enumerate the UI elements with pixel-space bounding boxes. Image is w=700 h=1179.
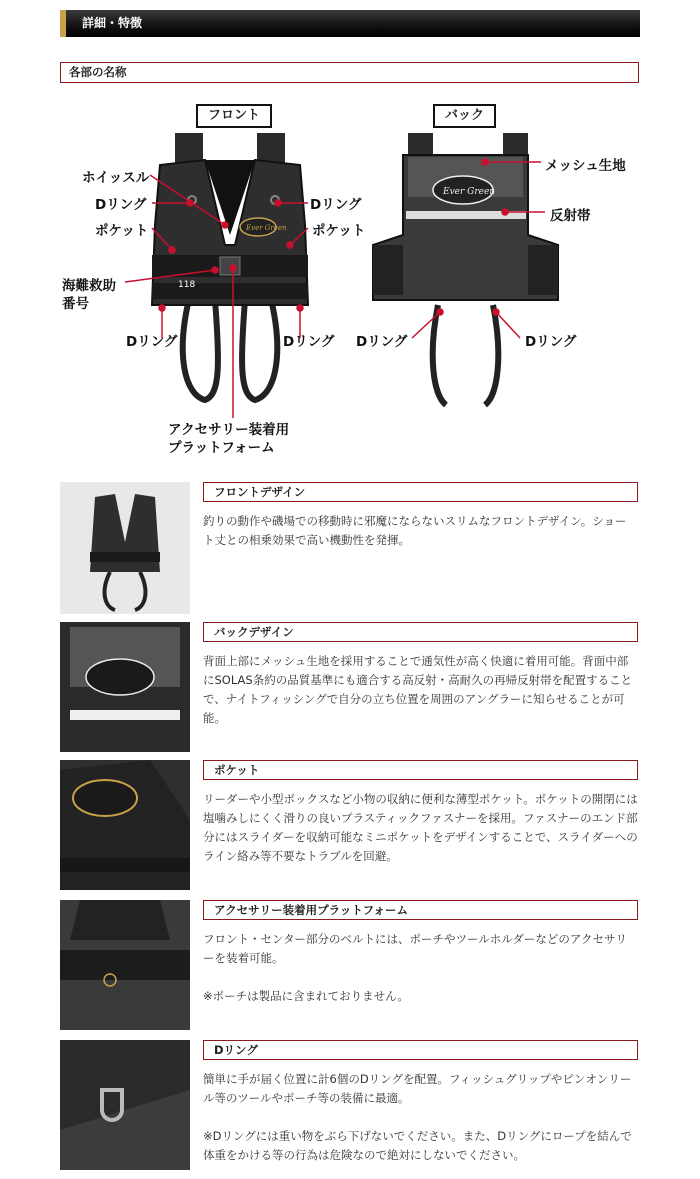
pocket-text: リーダーや小型ボックスなど小物の収納に便利な薄型ポケット。ポケットの開閉には塩噛みしにくく滑りの良いプラスティックファスナーを採用。ファスナーのエンド部分にはスライダーを収納可能なミニポケットをデザインすることで、スライダーへのライン絡み等不要なトラブルを回避。: [203, 792, 638, 863]
label-back-d-ring-left: Dリング: [356, 334, 408, 350]
parts-heading: 各部の名称: [60, 62, 639, 83]
back-tab-label: バック: [433, 104, 496, 128]
label-d-ring-right: Dリング: [310, 197, 362, 213]
pointer-lines: [0, 0, 700, 430]
front-design-image: [60, 482, 190, 614]
back-brand: Ever Green: [443, 187, 496, 197]
label-mesh: メッシュ生地: [545, 158, 626, 174]
label-rescue-number-2: 番号: [62, 296, 89, 312]
d-ring-text: 簡単に手が届く位置に計6個のDリングを配置。フィッシュグリップやピンオンリール等のツールやポーチ等の装備に最適。: [203, 1072, 632, 1105]
vest-number: 118: [178, 280, 196, 290]
label-pocket-right: ポケット: [312, 223, 366, 239]
d-ring-note: ※Dリングには重い物をぶら下げないでください。また、Dリングにロープを結んで体重をかける等の行為は危険なので絶対にしないでください。: [203, 1129, 632, 1162]
label-pocket-left: ポケット: [95, 223, 149, 239]
label-platform-2: プラットフォーム: [168, 440, 275, 456]
label-d-ring-bottom-right: Dリング: [283, 334, 335, 350]
d-ring-image: [60, 1040, 190, 1170]
label-rescue-number-1: 海難救助: [62, 278, 116, 294]
pocket-title: ポケット: [203, 760, 638, 780]
label-platform-1: アクセサリー装着用: [168, 422, 290, 438]
front-brand: Ever Green: [246, 224, 287, 232]
label-back-d-ring-right: Dリング: [525, 334, 577, 350]
back-design-title: バックデザイン: [203, 622, 638, 642]
label-reflector: 反射帯: [550, 208, 591, 224]
label-d-ring-left: Dリング: [95, 197, 147, 213]
section-header: 詳細・特徴: [60, 10, 640, 37]
label-whistle: ホイッスル: [82, 170, 150, 186]
label-d-ring-bottom-left: Dリング: [126, 334, 178, 350]
pocket-image: [60, 760, 190, 890]
front-tab-label: フロント: [196, 104, 272, 128]
d-ring-title: Dリング: [203, 1040, 638, 1060]
platform-image: [60, 900, 190, 1030]
front-design-text: 釣りの動作や磯場での移動時に邪魔にならないスリムなフロントデザイン。ショート丈との相乗効果で高い機動性を発揮。: [203, 514, 627, 547]
front-design-title: フロントデザイン: [203, 482, 638, 502]
platform-title: アクセサリー装着用プラットフォーム: [203, 900, 638, 920]
back-design-image: [60, 622, 190, 752]
back-design-text: 背面上部にメッシュ生地を採用することで通気性が高く快適に着用可能。背面中部にSOLAS条約の品質基準にも適合する高反射・高耐久の再帰反射帯を配置することで、ナイトフィッシングで自分の立ち位置を周囲のアングラーに知らせることが可能。: [203, 654, 633, 725]
platform-note: ※ポーチは製品に含まれておりません。: [203, 989, 409, 1003]
platform-text: フロント・センター部分のベルトには、ポーチやツールホルダーなどのアクセサリーを装着可能。: [203, 932, 628, 965]
